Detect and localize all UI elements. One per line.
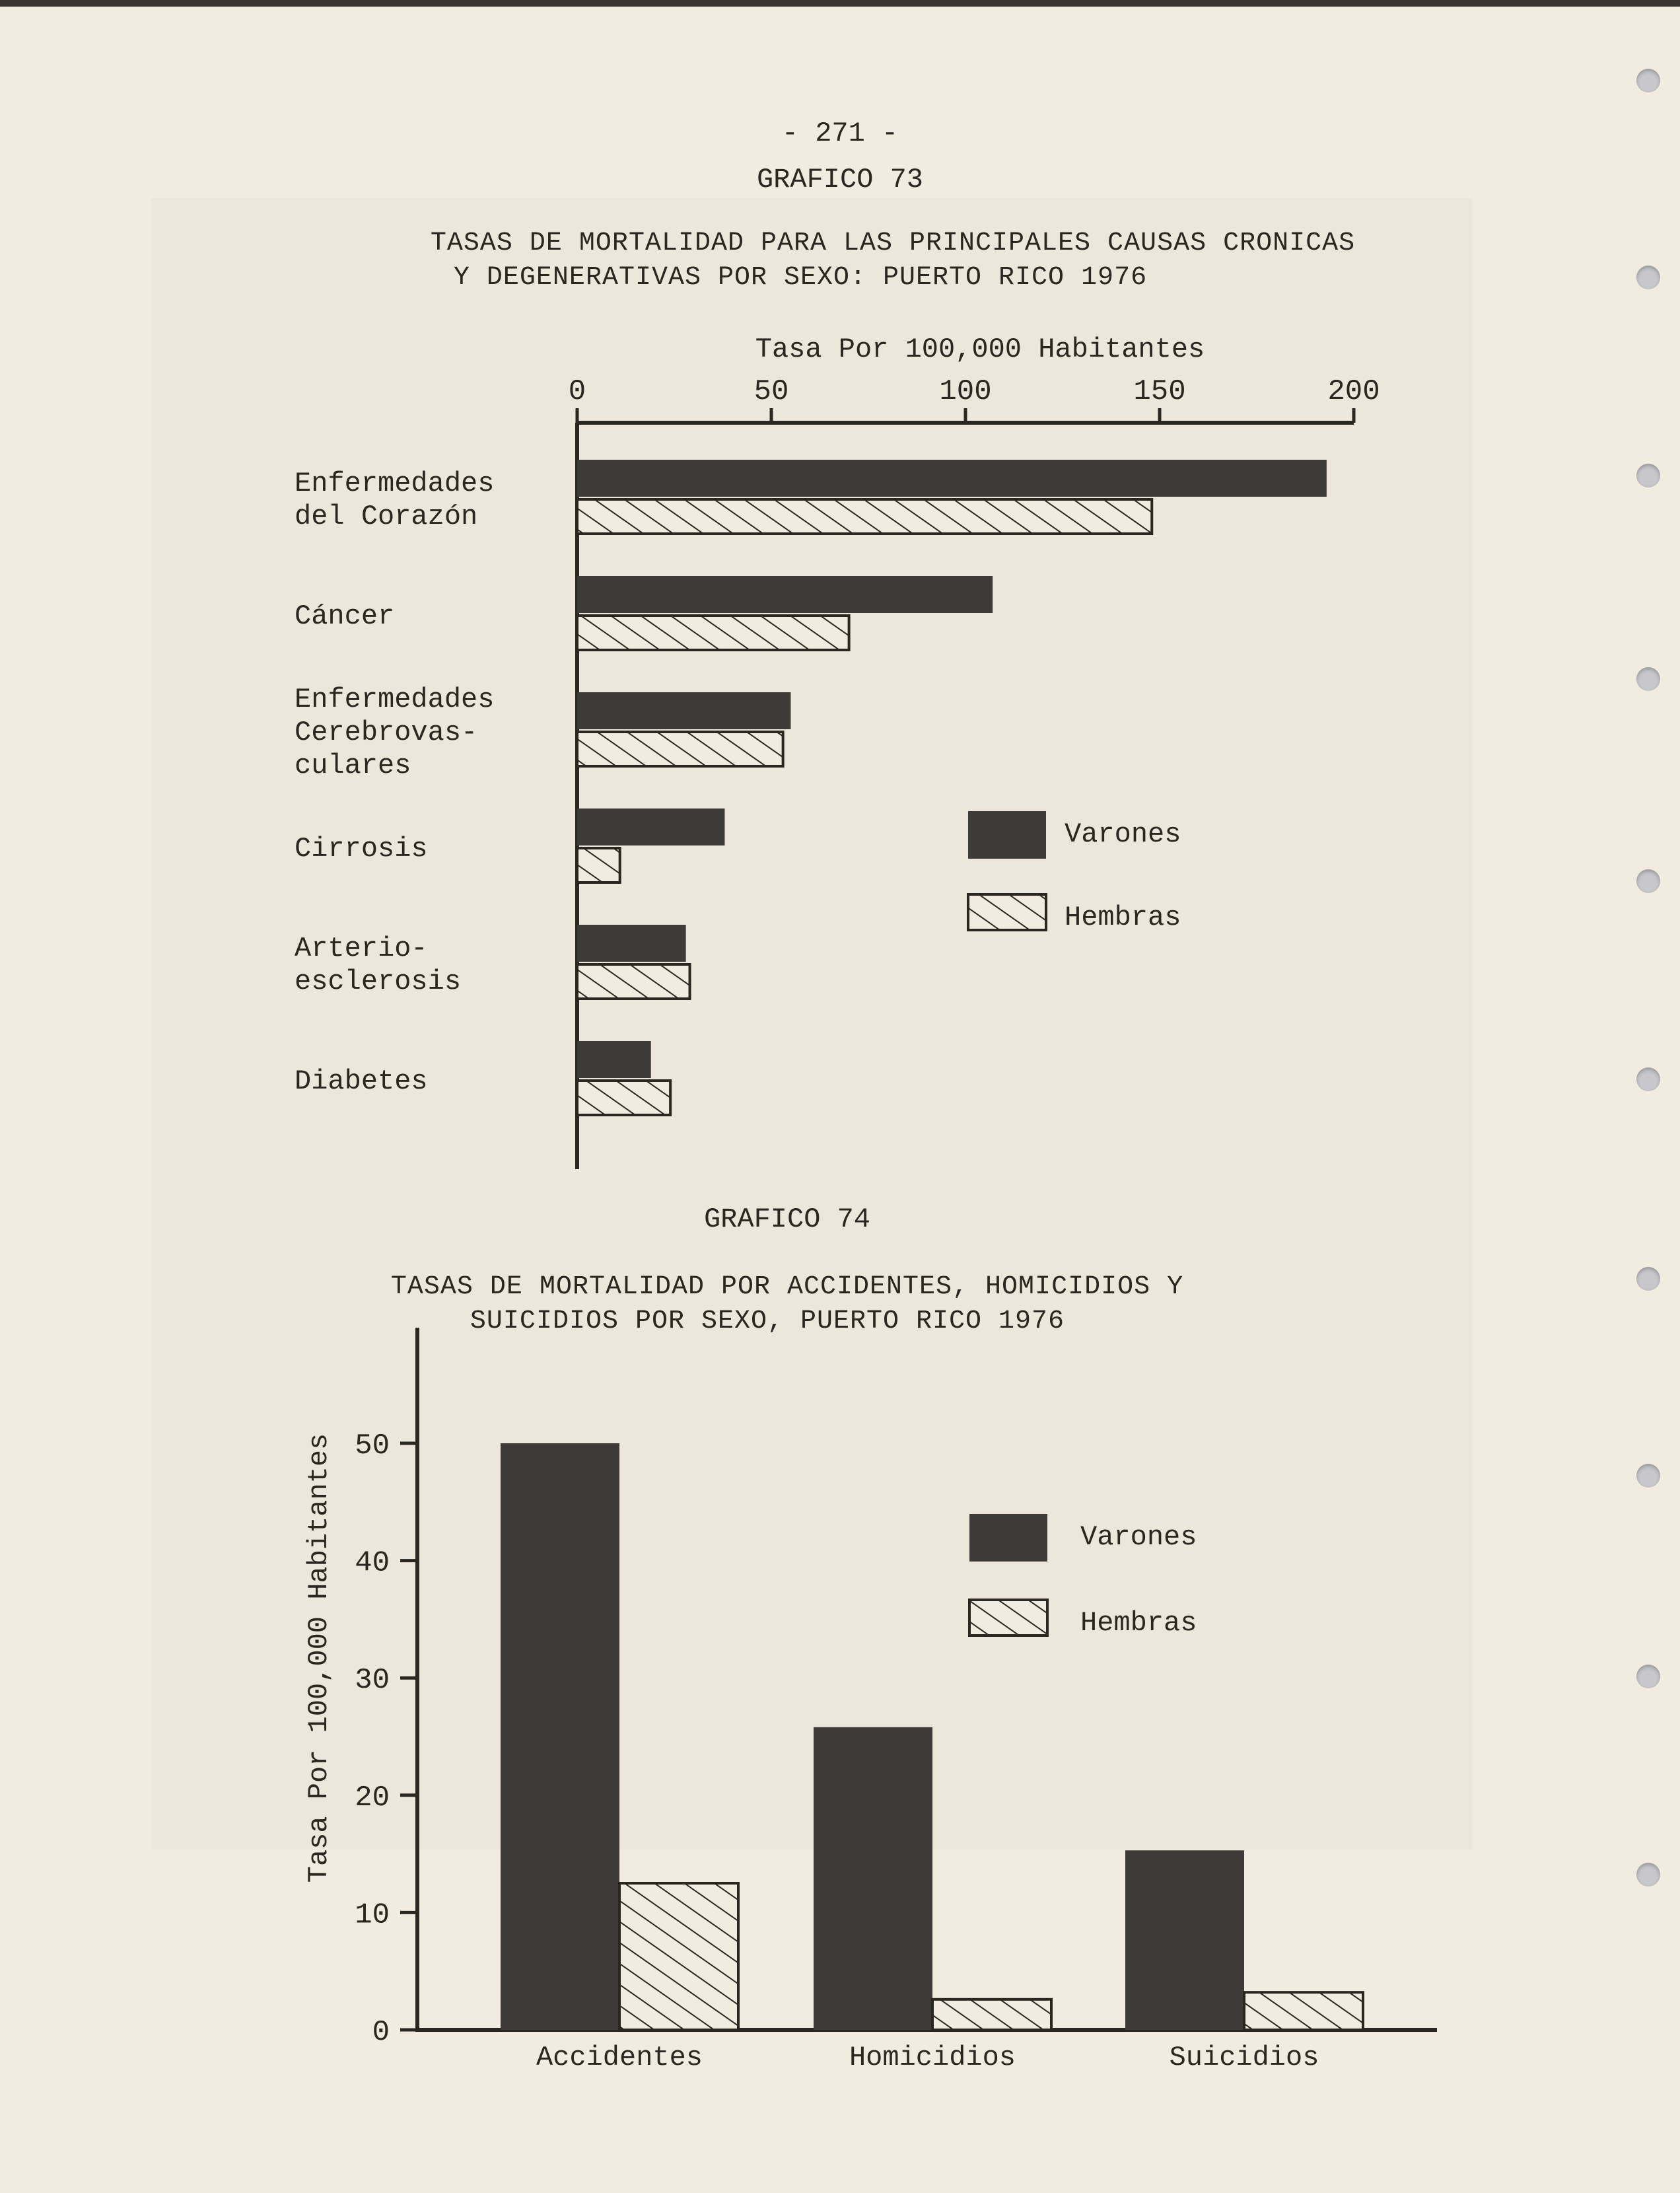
chart73 bbox=[295, 334, 1380, 1169]
chart73-bar-hembras bbox=[577, 616, 849, 650]
chart73-category-label: Enfermedades bbox=[295, 684, 495, 715]
chart74-bar-hembras bbox=[1244, 1992, 1363, 2030]
chart74-legend bbox=[969, 1514, 1197, 1639]
chart74-legend-female-swatch bbox=[969, 1600, 1047, 1636]
chart73-tick-label: 50 bbox=[753, 375, 789, 408]
chart74-axis-title: Tasa Por 100,000 Habitantes bbox=[303, 1433, 335, 1883]
chart73-category-label: Arterio- bbox=[295, 933, 428, 964]
chart74-tick-label: 50 bbox=[355, 1429, 390, 1462]
chart73-category-label: Diabetes bbox=[295, 1065, 428, 1097]
chart73-category-label: esclerosis bbox=[295, 966, 462, 997]
chart73-bar-varones bbox=[577, 576, 993, 613]
chart73-category-label: culares bbox=[295, 750, 411, 781]
chart74-legend-male-swatch bbox=[969, 1514, 1047, 1562]
chart73-legend-female-swatch bbox=[968, 894, 1046, 930]
chart73-category-label: Cirrosis bbox=[295, 833, 428, 865]
chart73-category-label: Cerebrovas- bbox=[295, 717, 478, 748]
chart73-title-line2: Y DEGENERATIVAS POR SEXO: PUERTO RICO 1976 bbox=[453, 263, 1148, 293]
chart74-tick-label: 0 bbox=[372, 2016, 390, 2049]
chart73-bar-varones bbox=[577, 809, 724, 845]
chart73-tick-label: 150 bbox=[1133, 375, 1186, 408]
chart73-bar-hembras bbox=[577, 964, 690, 999]
chart73-category-label: Cáncer bbox=[295, 600, 395, 632]
chart74-tick-label: 10 bbox=[355, 1898, 390, 1932]
chart74-title-line2: SUICIDIOS POR SEXO, PUERTO RICO 1976 bbox=[470, 1307, 1065, 1336]
chart73-legend bbox=[968, 811, 1181, 933]
chart73-bar-varones bbox=[577, 1041, 651, 1078]
chart74-tick-label: 40 bbox=[355, 1546, 390, 1580]
chart73-bar-varones bbox=[577, 925, 686, 962]
chart74-tick-label: 20 bbox=[355, 1781, 390, 1815]
chart73-legend-male-swatch bbox=[968, 811, 1046, 859]
chart74-category-label: Suicidios bbox=[1169, 2042, 1319, 2073]
chart74-bar-hembras bbox=[932, 1999, 1051, 2030]
chart74-tick-label: 30 bbox=[355, 1664, 390, 1698]
chart74-category-label: Accidentes bbox=[536, 2042, 703, 2073]
chart73-legend-male-label: Varones bbox=[1065, 818, 1181, 850]
chart73-legend-female-label: Hembras bbox=[1065, 902, 1181, 933]
chart73-category-label: Enfermedades bbox=[295, 468, 495, 499]
chart73-title-line1: TASAS DE MORTALIDAD PARA LAS PRINCIPALES CAUSAS CRONICAS bbox=[430, 229, 1356, 258]
chart73-label: GRAFICO 73 bbox=[756, 164, 924, 196]
chart73-bar-varones bbox=[577, 460, 1327, 497]
chart73-tick-label: 100 bbox=[939, 375, 992, 408]
chart74-bar-hembras bbox=[619, 1883, 738, 2030]
chart73-bar-hembras bbox=[577, 848, 620, 882]
chart73-bar-hembras bbox=[577, 1081, 670, 1115]
chart74-bar-varones bbox=[1125, 1850, 1244, 2030]
chart74-category-label: Homicidios bbox=[849, 2042, 1016, 2073]
chart74-label: GRAFICO 74 bbox=[703, 1204, 871, 1235]
chart74-bar-varones bbox=[501, 1443, 619, 2030]
chart73-tick-label: 0 bbox=[568, 375, 586, 408]
chart74 bbox=[303, 1328, 1437, 2073]
chart73-axis-title: Tasa Por 100,000 Habitantes bbox=[755, 334, 1205, 365]
chart73-category-label: del Corazón bbox=[295, 501, 478, 532]
chart73-tick-label: 200 bbox=[1327, 375, 1380, 408]
chart74-title-line1: TASAS DE MORTALIDAD POR ACCIDENTES, HOMICIDIOS Y bbox=[390, 1272, 1184, 1302]
page-number: - 271 - bbox=[781, 118, 899, 149]
chart73-bar-hembras bbox=[577, 499, 1152, 534]
chart73-bar-hembras bbox=[577, 732, 783, 766]
chart74-bar-varones bbox=[814, 1727, 932, 2030]
chart74-legend-male-label: Varones bbox=[1080, 1521, 1197, 1553]
chart74-legend-female-label: Hembras bbox=[1080, 1607, 1197, 1639]
chart73-bar-varones bbox=[577, 692, 790, 729]
